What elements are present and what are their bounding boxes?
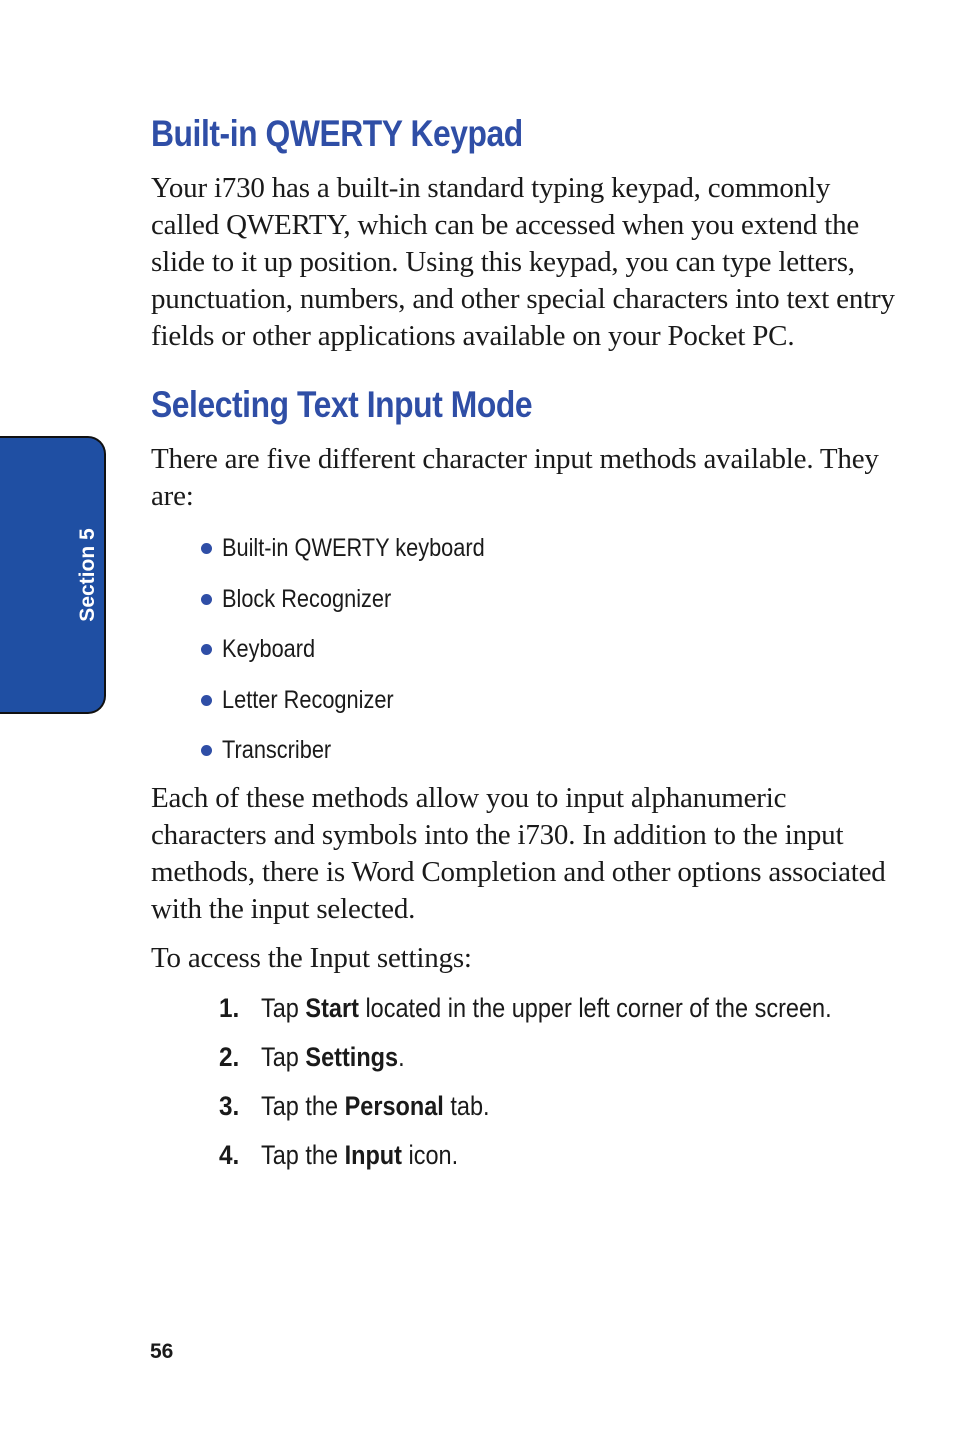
paragraph-access-intro: To access the Input settings: xyxy=(151,941,472,974)
paragraph-input-methods-intro: There are five different character input methods available. They are: xyxy=(151,443,879,512)
step-number: 2. xyxy=(219,1041,240,1072)
page-number: 56 xyxy=(150,1340,174,1363)
bullet-icon xyxy=(201,695,212,706)
page-content xyxy=(151,108,896,1189)
step-keyword: Start xyxy=(305,992,359,1023)
bullet-icon xyxy=(201,543,212,554)
bullet-icon xyxy=(201,745,212,756)
bullet-icon xyxy=(201,594,212,605)
list-item: Built-in QWERTY keyboard xyxy=(201,535,896,586)
step-item: 1. Tap Start located in the upper left corner of the screen. xyxy=(219,993,896,1042)
step-keyword: Settings xyxy=(305,1041,399,1072)
steps-list xyxy=(151,993,896,1189)
bullet-icon xyxy=(201,644,212,655)
section-tab-label: Section 5 xyxy=(76,528,99,622)
step-number: 3. xyxy=(219,1090,240,1121)
step-item: 2. Tap Settings. xyxy=(219,1042,896,1091)
list-item: Block Recognizer xyxy=(201,586,896,637)
paragraph-qwerty-keypad: Your i730 has a built-in standard typing keypad, commonly called QWERTY, which can be accessed when you extend the slide to it up position. Using this keypad, you can type letters, punctuation, numbers, and other special characters into text entry fields or other applications available on your Pocket PC. xyxy=(151,172,895,352)
step-number: 4. xyxy=(219,1139,240,1170)
heading-qwerty-keypad: Built-in QWERTY Keypad xyxy=(151,113,523,154)
step-item: 4. Tap the Input icon. xyxy=(219,1140,896,1189)
step-number: 1. xyxy=(219,992,240,1023)
step-item: 3. Tap the Personal tab. xyxy=(219,1091,896,1140)
step-keyword: Input xyxy=(344,1139,402,1170)
input-methods-list xyxy=(151,535,896,788)
list-item: Letter Recognizer xyxy=(201,687,896,738)
heading-text-input-mode: Selecting Text Input Mode xyxy=(151,384,533,425)
paragraph-input-methods-details: Each of these methods allow you to input alphanumeric characters and symbols into the i730. In addition to the input methods, there is Word Completion and other options associated with the input selected. xyxy=(151,781,886,925)
list-item: Transcriber xyxy=(201,737,896,788)
list-item: Keyboard xyxy=(201,636,896,687)
step-keyword: Personal xyxy=(344,1090,444,1121)
